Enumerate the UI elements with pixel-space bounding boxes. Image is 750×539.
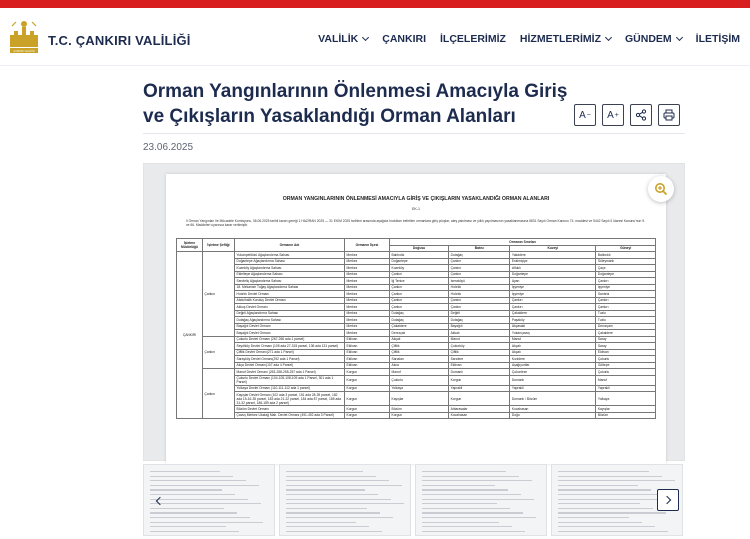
table-cell: Dutağaç <box>390 317 449 324</box>
table-cell: Çankırı <box>390 271 449 278</box>
thumbnail-line <box>422 531 525 532</box>
table-cell: Merkez <box>345 310 390 317</box>
table-cell: Merkez <box>345 317 390 324</box>
forest-table <box>176 238 656 419</box>
table-cell: Merkez <box>345 265 390 272</box>
table-cell: Yaprakli <box>596 385 656 392</box>
table-cell: Çukurlu Devlet Ormanı (267-266 ada 1 parsel) <box>235 336 345 343</box>
table-row <box>177 375 656 385</box>
table-cell: Sarıdere <box>449 356 510 363</box>
publish-date: 23.06.2025 <box>143 142 194 153</box>
table-cell: Akçasaki <box>510 323 596 330</box>
printer-icon <box>663 109 675 121</box>
table-cell: Çiftlik <box>449 349 510 356</box>
table-cell: Akca <box>390 362 449 369</box>
cell-mudurluk: ÇANKIRI <box>177 252 203 419</box>
thumbnail-line <box>286 508 367 509</box>
thumbnail-line <box>286 517 393 518</box>
table-cell: Çankırı <box>449 258 510 265</box>
table-cell: Korgun <box>345 406 390 413</box>
table-cell: Bözüm <box>596 412 656 419</box>
table-cell: Eskimiçiye <box>510 258 596 265</box>
top-red-bar <box>0 0 750 8</box>
table-cell: Saray <box>596 336 656 343</box>
table-cell: Doğantepe <box>510 271 596 278</box>
table-cell: İşyeniye <box>510 291 596 298</box>
cell-seflik: Çankırı <box>203 369 235 419</box>
table-cell: Denızçalı <box>390 330 449 337</box>
col-kuzeyi: Kuzeyi <box>510 245 596 252</box>
thumbnail-line <box>286 471 363 472</box>
thumbnail-line <box>422 485 495 486</box>
table-cell: Kayışlar <box>390 392 449 406</box>
table-cell: Yolkaya Devlet Ormanı (110-111-112 ada 1 parsel) <box>235 385 345 392</box>
document-page <box>166 174 666 464</box>
col-batisi: Batısı <box>449 245 510 252</box>
table-cell: Değirli <box>449 310 510 317</box>
valilik-logo-icon[interactable] <box>6 17 42 57</box>
table-cell: Eldivan <box>345 362 390 369</box>
thumbnail-line <box>150 471 220 472</box>
nav-ilcelerimiz[interactable]: İLÇELERİMİZ <box>439 33 506 45</box>
col-isletme-sefligi: İşletme Şefliği <box>203 239 235 252</box>
table-cell: Manut <box>510 336 596 343</box>
table-cell: Paşaköy <box>510 317 596 324</box>
table-cell: Göltepe <box>596 362 656 369</box>
table-cell: Akça Devlet Ormanı(107 ada 4 Parsel) <box>235 362 345 369</box>
font-decrease-button[interactable]: A − <box>574 104 596 126</box>
table-cell: Çankırı <box>449 271 510 278</box>
zoom-button[interactable] <box>648 176 674 202</box>
thumbnail-line <box>558 531 668 532</box>
table-cell: Merkez <box>345 304 390 311</box>
table-cell: Kuzeköy Ağaçlandırma Sahası <box>235 265 345 272</box>
table-cell: Yukarıçavuş <box>510 330 596 337</box>
table-cell: Merkez <box>345 330 390 337</box>
table-cell: Denızçam <box>596 323 656 330</box>
table-cell: Kocahasan <box>449 412 510 419</box>
table-cell: Bözüm Devlet Ormanı <box>235 406 345 413</box>
thumbnail-line <box>422 517 536 518</box>
table-cell: Çankırı <box>449 297 510 304</box>
thumbnail-line <box>558 480 675 481</box>
site-brand[interactable]: T.C. ÇANKIRI VALİLİĞİ <box>48 33 191 48</box>
table-cell: Çakaldere <box>596 330 656 337</box>
table-cell: Kuzeköy <box>390 265 449 272</box>
table-cell: Doğantepe Ağaçlandırma Sahası <box>235 258 345 265</box>
table-cell: Dumanlı <box>510 375 596 385</box>
table-cell: Hıdırlık <box>449 284 510 291</box>
table-cell: Kayışlar <box>596 406 656 413</box>
col-orman-ilcesi: Ormanın İlçesi <box>345 239 390 252</box>
table-cell: Çankırı <box>390 297 449 304</box>
table-cell: Yaprakli <box>510 385 596 392</box>
thumbnail-line <box>286 485 402 486</box>
thumbnail-line <box>286 494 378 495</box>
table-cell: İşyeniye <box>596 284 656 291</box>
table-cell: Çakaldere <box>510 310 596 317</box>
table-cell: İğ Tenice <box>390 278 449 285</box>
table-cell: Çiftlik Devlet Ormanı(271 ada 1 Parsel) <box>235 349 345 356</box>
table-cell: Balıbıdık <box>390 252 449 259</box>
thumbnail-line <box>558 485 638 486</box>
table-row <box>177 392 656 406</box>
table-cell: Çiftlik <box>390 349 449 356</box>
thumbnail-line <box>286 522 356 523</box>
document-viewer[interactable] <box>143 163 685 461</box>
thumbnail-line <box>150 526 226 527</box>
table-cell: Dumanlı / Bözüm <box>510 392 596 406</box>
table-cell: Bayağılı <box>449 323 510 330</box>
thumbnail-line <box>150 485 259 486</box>
table-cell: Dutağaç <box>449 252 510 259</box>
thumbnail-line <box>422 499 534 500</box>
table-cell: Çukurköy <box>449 343 510 350</box>
thumbnail-line <box>150 531 239 532</box>
table-cell: Bayağılı Devlet Ormanı <box>235 323 345 330</box>
table-cell: Korgun <box>345 369 390 376</box>
thumbnail-line <box>422 512 523 513</box>
table-cell: Eldivan <box>449 362 510 369</box>
zoom-in-icon <box>654 182 668 196</box>
table-cell: Abdulhalik Kuruluş Devlet Ormanı <box>235 297 345 304</box>
table-cell: Akkuş Devlet Ormanı <box>235 304 345 311</box>
table-cell: Alfuklı <box>510 265 596 272</box>
cell-seflik: Çankırı <box>203 252 235 337</box>
table-cell: Korgun <box>345 412 390 419</box>
table-cell: Kızıldere <box>510 356 596 363</box>
table-cell: Sendeliç Ağaçlandırma Sahası <box>235 278 345 285</box>
table-cell: Yukarıpelitözü Ağaçlandırma Sahası <box>235 252 345 259</box>
table-cell: Kocahasan <box>510 406 596 413</box>
thumbnail-line <box>286 489 365 490</box>
chevron-down-icon <box>676 34 683 41</box>
title-divider <box>143 133 685 134</box>
nav-hizmetlerimiz[interactable]: HİZMETLERİMİZ <box>520 33 611 45</box>
print-button[interactable] <box>658 104 680 126</box>
table-cell: Yakadere <box>510 252 596 259</box>
table-cell: Tuzlu <box>596 317 656 324</box>
chevron-left-icon <box>156 497 164 505</box>
prev-thumbnail-button[interactable] <box>149 490 171 512</box>
thumbnail-line <box>558 489 651 490</box>
site-header <box>0 8 750 66</box>
table-row <box>177 412 656 419</box>
table-cell: Aşağıyurtlar <box>510 362 596 369</box>
table-cell: Akkalı <box>449 330 510 337</box>
table-cell: Çakaldere <box>390 323 449 330</box>
thumbnail-line <box>286 526 369 527</box>
table-cell: Çankırı <box>510 297 596 304</box>
thumbnail-line <box>422 522 499 523</box>
table-cell: Çankırı <box>390 291 449 298</box>
table-cell: Süleymanlı <box>596 258 656 265</box>
table-cell: Çankırı <box>596 278 656 285</box>
share-icon <box>635 109 647 121</box>
table-cell: Çankırı <box>449 265 510 272</box>
table-cell: Dumanlı <box>449 369 510 376</box>
table-cell: Hıdırlık Devlet Ormanı <box>235 291 345 298</box>
table-cell: Çankırı <box>596 304 656 311</box>
table-cell: Korgun <box>390 412 449 419</box>
table-cell: Bayağılı Devlet Ormanı <box>235 330 345 337</box>
table-cell: Çukurlu <box>596 356 656 363</box>
table-cell: Dutağaç Ağaçlandırma Sahası <box>235 317 345 324</box>
cell-seflik: Çankırı <box>203 336 235 369</box>
nav-cankiri[interactable]: ÇANKIRI <box>382 33 426 45</box>
logo-caption: ÇANKIRI VALİLİĞİ <box>13 50 35 53</box>
table-cell: Çankırı <box>510 304 596 311</box>
table-cell: Seydiköy Devlet Ormanı (105 ada 27-315 parsel, 136 ada 131 parsel) <box>235 343 345 350</box>
table-cell: Ayan <box>510 278 596 285</box>
thumbnail-line <box>150 522 263 523</box>
thumbnail-line <box>422 480 532 481</box>
thumbnail-line <box>558 526 655 527</box>
col-guneyi: Güneyi <box>596 245 656 252</box>
thumbnail-2[interactable] <box>279 464 411 536</box>
table-cell: Akçalı <box>510 349 596 356</box>
thumbnail-line <box>286 499 391 500</box>
table-cell: Manuf Devlet Ormanı (253-258-255-257 ada 1 Parsel) <box>235 369 345 376</box>
thumbnail-line <box>558 508 653 509</box>
table-cell: Çukurlu Devlet Ormanı (104-105-108-109 ada 1 Parsel, 301 ada 1 Parsel) <box>235 375 345 385</box>
thumbnail-line <box>286 531 382 532</box>
table-cell: Değirli Ağaçlandırma Sahası <box>235 310 345 317</box>
table-cell: Doğantepe <box>390 258 449 265</box>
table-cell: Hıdırlık <box>449 291 510 298</box>
table-cell: Korgun <box>345 375 390 385</box>
table-cell: Yolkaya <box>596 392 656 406</box>
table-cell: Santıria <box>596 291 656 298</box>
table-cell: Çankırı <box>449 304 510 311</box>
table-cell: Çukurlu <box>390 375 449 385</box>
thumbnail-line <box>150 480 246 481</box>
next-thumbnail-button[interactable] <box>657 489 679 511</box>
table-cell: Yaprakli <box>449 385 510 392</box>
thumbnail-line <box>558 517 629 518</box>
table-cell: Manuf <box>390 369 449 376</box>
table-cell: Çavuş Merkez Uludağ Mah. Devlet Ormanı (491-492 ada 3 Parsel) <box>235 412 345 419</box>
thumbnail-line <box>422 526 512 527</box>
table-cell: Çankırı <box>390 284 449 291</box>
thumbnail-line <box>558 476 662 477</box>
thumbnail-line <box>286 476 376 477</box>
document-ek: EK-1 <box>412 207 420 211</box>
table-cell: Çankırı <box>596 297 656 304</box>
table-cell: Dutağaç <box>390 310 449 317</box>
table-cell: Çukurören <box>510 369 596 376</box>
table-cell: Merkez <box>345 252 390 259</box>
thumbnail-3[interactable] <box>415 464 547 536</box>
table-cell: Çukurlu <box>596 369 656 376</box>
table-cell: Bözüm <box>390 406 449 413</box>
thumbnail-line <box>558 512 666 513</box>
main-nav <box>304 33 740 45</box>
col-dogusu: Doğusu <box>390 245 449 252</box>
thumbnail-line <box>558 503 640 504</box>
table-cell: Merkez <box>345 278 390 285</box>
table-cell: Doğu <box>510 412 596 419</box>
share-button[interactable] <box>630 104 652 126</box>
col-orman-adi: Ormanın Adı <box>235 239 345 252</box>
thumbnail-line <box>286 512 380 513</box>
table-cell: Manut <box>449 336 510 343</box>
table-cell: Korgun <box>449 375 510 385</box>
thumbnail-line <box>422 494 521 495</box>
thumbnail-line <box>150 476 233 477</box>
table-cell: Manuf <box>596 375 656 385</box>
table-cell: Eldivan <box>345 336 390 343</box>
thumbnail-line <box>422 508 510 509</box>
table-cell: Akçalı <box>390 336 449 343</box>
table-cell: Eldivan <box>345 356 390 363</box>
table-cell: Eldivan <box>345 349 390 356</box>
document-heading: ORMAN YANGINLARININ ÖNLENMESİ AMACIYLA GİRİŞ VE ÇIKIŞLARIN YASAKLANDIĞI ORMAN ALANLARI <box>282 196 550 202</box>
table-cell: Korgun <box>449 392 510 406</box>
table-cell: Merkez <box>345 323 390 330</box>
table-cell: Saray <box>596 343 656 350</box>
thumbnail-line <box>558 522 642 523</box>
thumbnail-line <box>422 503 497 504</box>
nav-valilik[interactable]: VALİLİK <box>318 33 368 45</box>
thumbnail-line <box>422 471 506 472</box>
nav-gundem[interactable]: GÜNDEM <box>625 33 682 45</box>
table-cell: Ahtarasalar <box>449 406 510 413</box>
table-cell: Çankırı <box>390 304 449 311</box>
table-cell: Eldivan <box>345 343 390 350</box>
table-cell: Merkez <box>345 271 390 278</box>
forest-table-body <box>177 252 656 419</box>
col-isletme-mudurlugu: İşletme Müdürlüğü <box>177 239 203 252</box>
table-cell: Tuzlu <box>596 310 656 317</box>
thumbnail-line <box>422 476 519 477</box>
chevron-down-icon <box>605 34 612 41</box>
table-cell: Kayışlar Devlet Ormanı (102 ada 3 parsel, 151 ada 28-39 parsel, 182 ada 15-16-35 parsel, 183 ada 21-22 parsel, 184 ada 87 parsel, 185 ada 31-32 parsel, 186-189 ada 2 parsel) <box>235 392 345 406</box>
font-increase-button[interactable]: A + <box>602 104 624 126</box>
thumbnail-line <box>150 512 237 513</box>
document-paragraph: Il Orman Yangınları Ile Mücadele Komisyonu, 06.06.2025 tarihli kararı gereği 1 HAZİRAN 2025 — 31 EKİM 2025 tarihleri arasında aşağıda hudutları belirtilen ormanlara giriş çıkışlar, ateş yakılması ve yıllık yapılmasının yasaklanmasına 6831 Sayılı Orman Kanunu 74. maddesi ve 5442 Sayılı İl İdaresi Kanunu'nun 9. ve 66. Maddeleri uyarınca karar verilmiştir. <box>186 219 646 228</box>
col-sinirlar: Ormanın Sınırları <box>390 239 656 246</box>
thumbnail-line <box>558 471 649 472</box>
chevron-down-icon <box>362 34 369 41</box>
table-cell: 18. Mekanize Tuğay Ağaçlandırma Sahası <box>235 284 345 291</box>
thumbnail-strip <box>143 464 685 536</box>
table-cell: Dutağaç <box>449 317 510 324</box>
table-cell: Çaçe <box>596 265 656 272</box>
thumbnail-line <box>150 517 250 518</box>
article-tools <box>574 104 680 126</box>
table-cell: Akçalı <box>510 343 596 350</box>
nav-iletisim[interactable]: İLETİŞİM <box>695 33 740 45</box>
table-cell: Sarayköy Devlet Ormanı(292 ada 1 Parsel) <box>235 356 345 363</box>
table-cell: Merkez <box>345 297 390 304</box>
table-cell: Merkez <box>345 291 390 298</box>
table-cell: Doğantepe <box>596 271 656 278</box>
table-cell: Çiftlik <box>390 343 449 350</box>
thumbnail-line <box>286 503 404 504</box>
table-cell: Merkez <box>345 284 390 291</box>
thumbnail-line <box>286 480 389 481</box>
table-cell: İşyeniye <box>510 284 596 291</box>
table-cell: Merkez <box>345 258 390 265</box>
table-cell: Eldeltepe Ağaçlandırma Sahası <box>235 271 345 278</box>
thumbnail-line <box>558 494 664 495</box>
table-cell: Korgun <box>345 385 390 392</box>
page-title: Orman Yangınlarının Önlenmesi Amacıyla Giriş ve Çıkışların Yasaklandığı Orman Alanları <box>143 81 568 127</box>
table-cell: Balıbıdık <box>596 252 656 259</box>
table-cell: Sarıalan <box>390 356 449 363</box>
table-cell: Yolkaya <box>390 385 449 392</box>
table-cell: Korgun <box>345 392 390 406</box>
chevron-right-icon <box>662 496 670 504</box>
table-cell: Iseraköyü <box>449 278 510 285</box>
thumbnail-line <box>422 489 508 490</box>
table-cell: Eldivan <box>596 349 656 356</box>
